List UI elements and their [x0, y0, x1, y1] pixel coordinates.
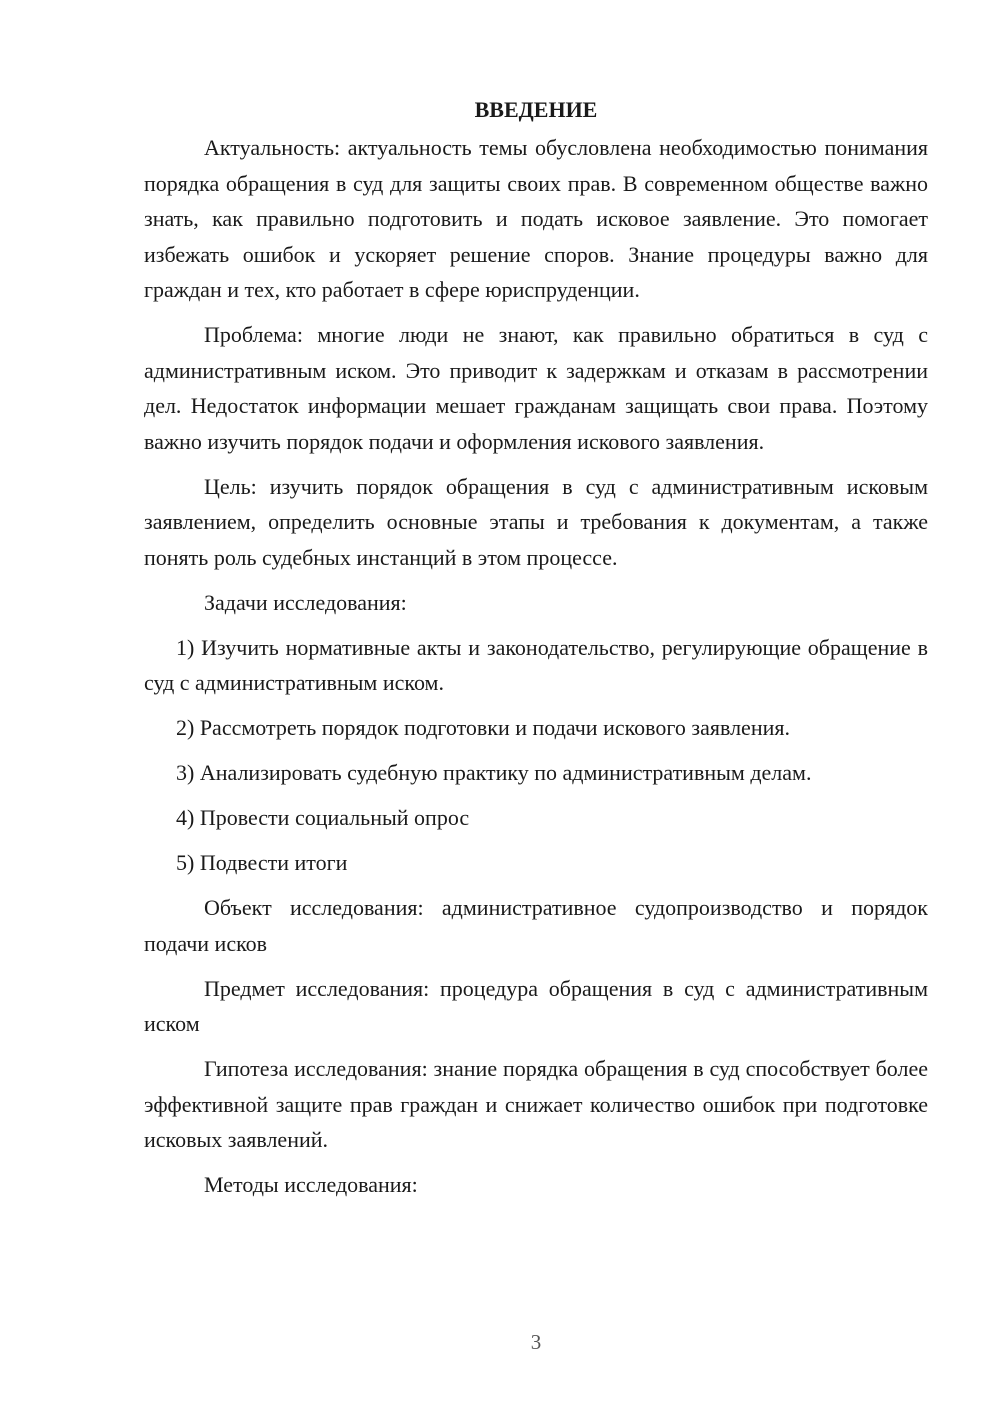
document-page: [144, 92, 928, 1212]
paragraph-tasks-heading: Задачи исследования:: [204, 589, 407, 615]
paragraph-object: Объект исследования: административное судопроизводство и порядок подачи исков: [144, 895, 928, 956]
paragraph-goal: Цель: изучить порядок обращения в суд с административным исковым заявлением, определить основные этапы и требования к документам, а также понять роль судебных инстанций в этом процессе.: [144, 473, 928, 570]
task-item-1: 1) Изучить нормативные акты и законодательство, регулирующие обращение в суд с административным иском.: [144, 634, 928, 695]
task-item-2: 2) Рассмотреть порядок подготовки и подачи искового заявления.: [176, 715, 790, 740]
section-title: ВВЕДЕНИЕ: [474, 97, 598, 122]
task-item-3: 3) Анализировать судебную практику по административным делам.: [176, 760, 812, 785]
task-item-5: 5) Подвести итоги: [176, 850, 348, 875]
paragraph-hypothesis: Гипотеза исследования: знание порядка обращения в суд способствует более эффективной защите прав граждан и снижает количество ошибок при подготовке исковых заявлений.: [144, 1056, 928, 1152]
paragraph-problem: Проблема: многие люди не знают, как правильно обратиться в суд с административным иском. Это приводит к задержкам и отказам в рассмотрении дел. Недостаток информации мешает гражданам защищать свои права. Поэтому важно изучить порядок подачи и оформления искового заявления.: [144, 322, 928, 454]
page-number: 3: [530, 1330, 542, 1354]
paragraph-methods: Методы исследования:: [204, 1172, 418, 1197]
paragraph-subject: Предмет исследования: процедура обращения в суд с административным иском: [144, 975, 928, 1036]
task-item-4: 4) Провести социальный опрос: [176, 805, 470, 830]
paragraph-relevance: Актуальность: актуальность темы обусловлена необходимостью понимания порядка обращения в суд для защиты своих прав. В современном обществе важно знать, как правильно подготовить и подать исковое заявление. Это помогает избежать ошибок и ускоряет решение споров. Знание процедуры важно для граждан и тех, кто работает в сфере юриспруденции.: [144, 135, 928, 302]
